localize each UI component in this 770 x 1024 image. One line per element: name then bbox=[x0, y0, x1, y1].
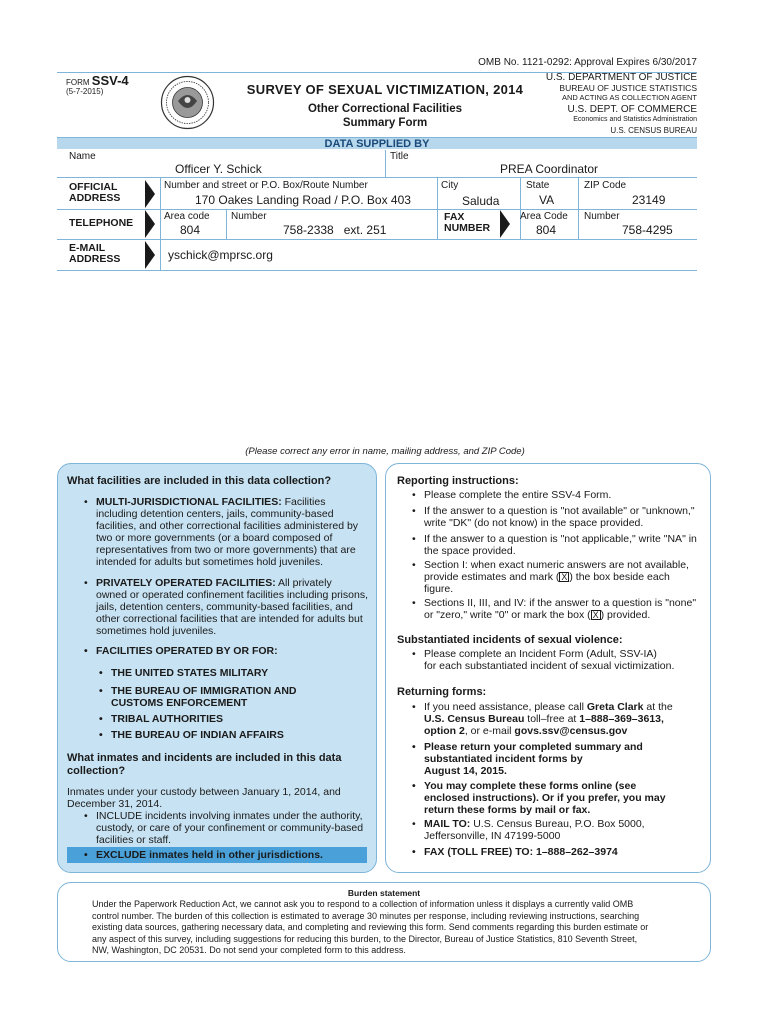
form-id bbox=[66, 73, 129, 96]
area-code-field[interactable]: 804 bbox=[180, 223, 201, 237]
email-field[interactable]: yschick@mprsc.org bbox=[168, 248, 273, 262]
area-code-label: Area code bbox=[164, 211, 210, 222]
street-field[interactable]: 170 Oakes Landing Road / P.O. Box 403 bbox=[195, 193, 411, 207]
survey-title: SURVEY OF SEXUAL VICTIMIZATION, 2014 bbox=[246, 82, 524, 97]
form-prefix: FORM bbox=[66, 78, 90, 87]
substantiated-heading: Substantiated incidents of sexual violence: bbox=[397, 634, 623, 646]
include-item: • INCLUDE incidents involving inmates under the authority, custody, or care of your confinement or community-based facilities or staff. bbox=[96, 810, 363, 846]
divider bbox=[160, 177, 161, 270]
checkbox-icon: X bbox=[561, 572, 568, 582]
arrow-icon bbox=[145, 210, 155, 238]
agency-block bbox=[520, 73, 697, 136]
telephone-label: TELEPHONE bbox=[69, 217, 134, 229]
online-item: • You may complete these forms online (see enclosed instructions). Or if you prefer, you may return these forms by mail or fax. bbox=[424, 780, 666, 816]
phone-number-label: Number bbox=[231, 211, 267, 222]
title-label: Title bbox=[390, 151, 409, 162]
arrow-icon bbox=[500, 210, 510, 238]
divider bbox=[226, 209, 227, 239]
ice-item: • THE BUREAU OF IMMIGRATION AND CUSTOMS ENFORCEMENT bbox=[111, 685, 297, 709]
operated-by-item: • FACILITIES OPERATED BY OR FOR: bbox=[96, 645, 278, 657]
indian-affairs-item: • THE BUREAU OF INDIAN AFFAIRS bbox=[111, 729, 284, 741]
agency-doj: U.S. DEPARTMENT OF JUSTICE bbox=[545, 72, 697, 83]
divider bbox=[578, 177, 579, 239]
fax-number-label: Number bbox=[584, 211, 620, 222]
fax-label: FAX NUMBER bbox=[444, 211, 491, 234]
burden-text: Under the Paperwork Reduction Act, we cannot ask you to respond to a collection of information unless it displays a currently valid OMB control number. The burden of this collection is estimated to average 30 minutes per response, including reviewing instructions, searching existing data sources, gathering necessary data, and completing and reviewing this form. Send comments regarding this burden estimate or any aspect of this survey, including suggestions for reducing this burden, to the Director, Bureau of Justice Statistics, 810 Seventh Street, NW, Washington, DC 20531. Do not send your completed form to this address. bbox=[92, 899, 649, 955]
instruction-item: • If the answer to a question is "not applicable," write "NA" in the space provided. bbox=[424, 533, 697, 557]
zip-label: ZIP Code bbox=[584, 180, 627, 191]
deadline-item: • Please return your completed summary and substantiated incident forms by August 14, 2015. bbox=[424, 741, 643, 777]
form-date: (5-7-2015) bbox=[66, 87, 104, 96]
divider bbox=[520, 177, 521, 239]
email-label: E-MAIL ADDRESS bbox=[69, 242, 121, 265]
fax-area-field[interactable]: 804 bbox=[536, 223, 557, 237]
assistance-item: • If you need assistance, please call Greta Clark at the U.S. Census Bureau toll–free at 1–888–369–3613, option 2, or e-mail govs.ssv@census.gov bbox=[424, 701, 673, 737]
official-address-label: OFFICIAL ADDRESS bbox=[69, 181, 121, 204]
city-field[interactable]: Saluda bbox=[462, 194, 500, 208]
fax-number-field[interactable]: 758-4295 bbox=[622, 223, 673, 237]
name-field[interactable]: Officer Y. Schick bbox=[175, 162, 262, 176]
checkbox-icon: X bbox=[592, 610, 599, 620]
instruction-item: • Sections II, III, and IV: if the answer to a question is "none" or "zero," write "0" or mark the box ( X ) provided. bbox=[424, 597, 696, 621]
title-block bbox=[225, 82, 545, 129]
fax-area-label: Area Code bbox=[520, 211, 568, 222]
inmates-heading: What inmates and incidents are included in this data collection? bbox=[67, 752, 342, 777]
street-label: Number and street or P.O. Box/Route Number bbox=[164, 180, 368, 191]
title-field[interactable]: PREA Coordinator bbox=[500, 162, 599, 176]
name-label: Name bbox=[69, 151, 96, 162]
omb-approval: OMB No. 1121-0292: Approval Expires 6/30/2017 bbox=[478, 57, 697, 68]
correction-notice: (Please correct any error in name, mailing address, and ZIP Code) bbox=[245, 446, 525, 457]
divider bbox=[385, 150, 386, 177]
zip-field[interactable]: 23149 bbox=[632, 193, 666, 207]
exclude-item: • EXCLUDE inmates held in other jurisdictions. bbox=[96, 849, 323, 861]
divider bbox=[57, 239, 697, 240]
agency-bjs: BUREAU OF JUSTICE STATISTICS bbox=[559, 83, 697, 93]
military-item: • THE UNITED STATES MILITARY bbox=[111, 667, 268, 679]
data-supplied-banner: DATA SUPPLIED BY bbox=[57, 137, 697, 149]
facilities-heading: What facilities are included in this data collection? bbox=[67, 475, 332, 487]
inmates-scope: Inmates under your custody between January 1, 2014, and December 31, 2014. bbox=[67, 786, 341, 810]
state-field[interactable]: VA bbox=[539, 193, 555, 207]
instruction-item: • Please complete an Incident Form (Adult, SSV-IA) for each substantiated incident of sexual victimization. bbox=[424, 648, 674, 672]
instruction-item: • If the answer to a question is "not available" or "unknown," write "DK" (do not know) in the space provided. bbox=[424, 505, 695, 529]
state-label: State bbox=[526, 180, 550, 191]
instruction-item: • Section I: when exact numeric answers are not available, provide estimates and mark ( X ) the box beside each figure. bbox=[424, 559, 689, 595]
city-label: City bbox=[441, 180, 459, 191]
instruction-item: • Please complete the entire SSV-4 Form. bbox=[424, 489, 611, 501]
reporting-heading: Reporting instructions: bbox=[397, 475, 519, 487]
divider bbox=[437, 177, 438, 239]
agency-collection: AND ACTING AS COLLECTION AGENT bbox=[561, 93, 697, 102]
survey-form-name: Summary Form bbox=[342, 117, 428, 129]
form-number: SSV-4 bbox=[91, 73, 129, 88]
arrow-icon bbox=[145, 180, 155, 208]
survey-subtitle: Other Correctional Facilities bbox=[307, 103, 462, 115]
agency-commerce: U.S. DEPT. OF COMMERCE bbox=[567, 104, 697, 115]
arrow-icon bbox=[145, 241, 155, 269]
multi-jurisdictional-item: • MULTI-JURISDICTIONAL FACILITIES: Facilities including detention centers, jails, community-based facilities, and other correctional facilities administered by two or more governments (or a board composed of representatives from two or more governments) that are intended for adults but sometimes hold juveniles. bbox=[96, 496, 371, 568]
doj-seal-icon bbox=[160, 75, 215, 130]
agency-esa: Economics and Statistics Administration bbox=[573, 116, 697, 123]
burden-heading: Burden statement bbox=[347, 888, 421, 898]
mail-item: • MAIL TO: U.S. Census Bureau, P.O. Box 5000, Jeffersonville, IN 47199-5000 bbox=[424, 818, 645, 842]
divider bbox=[57, 270, 697, 271]
tribal-item: • TRIBAL AUTHORITIES bbox=[111, 713, 223, 725]
fax-item: • FAX (TOLL FREE) TO: 1–888–262–3974 bbox=[424, 846, 618, 858]
phone-number-field[interactable]: 758-2338 ext. 251 bbox=[283, 223, 387, 237]
returning-heading: Returning forms: bbox=[397, 686, 487, 698]
divider bbox=[57, 177, 697, 178]
agency-census: U.S. CENSUS BUREAU bbox=[610, 126, 697, 135]
privately-operated-item: • PRIVATELY OPERATED FACILITIES: All privately owned or operated confinement facilities including prisons, jails, detention centers, community-based facilities, and other correctional facilities that are intended for adults but sometimes hold juveniles. bbox=[96, 577, 371, 637]
